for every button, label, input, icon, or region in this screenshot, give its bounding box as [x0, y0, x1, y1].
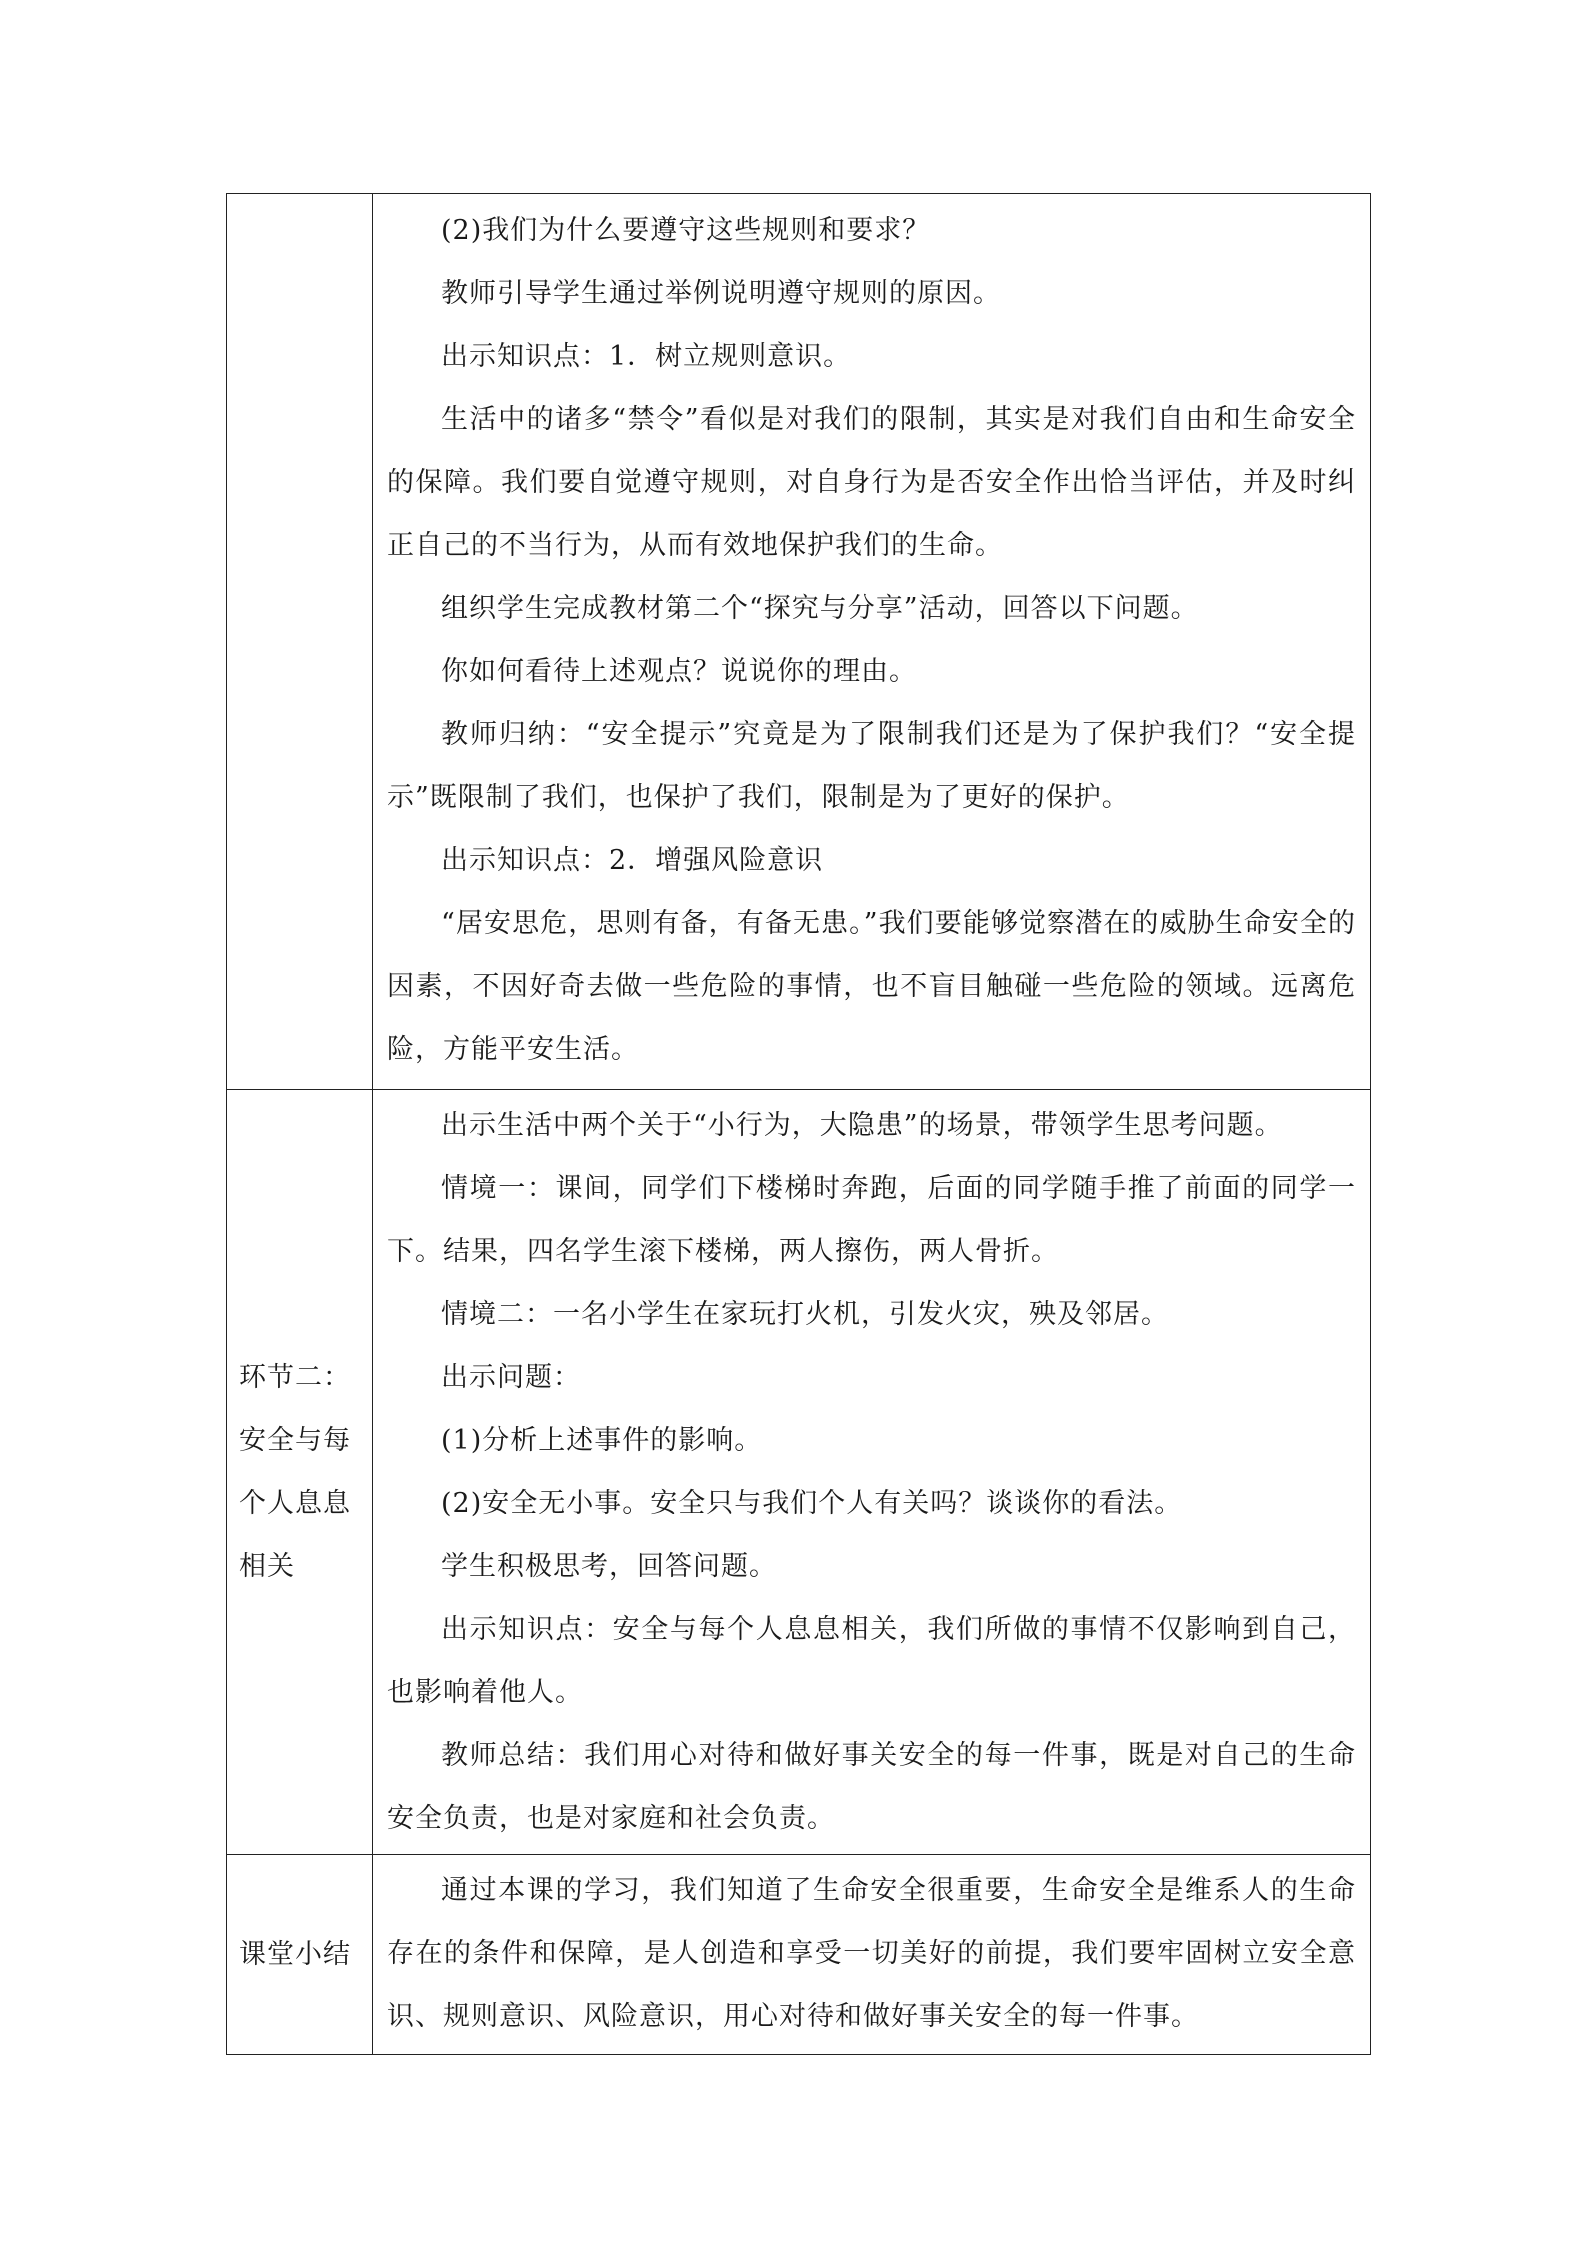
- paragraph: (1)分析上述事件的影响。: [441, 1425, 763, 1456]
- paragraph: 出示知识点：2．增强风险意识: [441, 845, 824, 876]
- paragraph: 出示知识点：1．树立规则意识。: [441, 341, 852, 372]
- row-content-cell: [373, 1090, 1371, 1855]
- paragraph: “居安思危，思则有备，有备无患。”我们要能够觉察潜在的威胁生命安全的因素，不因好奇去做一些危险的事情，也不盲目触碰一些危险的领域。远离危险，方能平安生活。: [387, 908, 1356, 1065]
- paragraph: 出示知识点：安全与每个人息息相关，我们所做的事情不仅影响到自己，也影响着他人。: [387, 1614, 1356, 1708]
- paragraph: (2)我们为什么要遵守这些规则和要求？: [441, 215, 931, 246]
- paragraph: (2)安全无小事。安全只与我们个人有关吗？谈谈你的看法。: [441, 1488, 1183, 1519]
- table-row: [227, 1855, 1371, 2055]
- paragraph: 教师引导学生通过举例说明遵守规则的原因。: [441, 278, 1001, 309]
- row-label: 环节二：安全与每个人息息相关: [239, 1362, 351, 1582]
- table-row: [227, 1090, 1371, 1855]
- paragraph: 你如何看待上述观点？说说你的理由。: [441, 656, 917, 687]
- row-label: 课堂小结: [239, 1939, 351, 1970]
- row-content-cell: [373, 194, 1371, 1090]
- row-content-cell: [373, 1855, 1371, 2055]
- paragraph: 出示问题：: [441, 1362, 581, 1393]
- paragraph: 组织学生完成教材第二个“探究与分享”活动，回答以下问题。: [441, 593, 1199, 624]
- paragraph: 情境二：一名小学生在家玩打火机，引发火灾，殃及邻居。: [441, 1299, 1169, 1330]
- table-row: [227, 194, 1371, 1090]
- paragraph: 通过本课的学习，我们知道了生命安全很重要，生命安全是维系人的生命存在的条件和保障，是人创造和享受一切美好的前提，我们要牢固树立安全意识、规则意识、风险意识，用心对待和做好事关安全的每一件事。: [387, 1875, 1356, 2032]
- paragraph: 教师总结：我们用心对待和做好事关安全的每一件事，既是对自己的生命安全负责，也是对家庭和社会负责。: [387, 1740, 1356, 1834]
- paragraph: 教师归纳：“安全提示”究竟是为了限制我们还是为了保护我们？“安全提示”既限制了我们，也保护了我们，限制是为了更好的保护。: [387, 719, 1356, 813]
- paragraph: 生活中的诸多“禁令”看似是对我们的限制，其实是对我们自由和生命安全的保障。我们要自觉遵守规则，对自身行为是否安全作出恰当评估，并及时纠正自己的不当行为，从而有效地保护我们的生命。: [387, 404, 1356, 561]
- row-label-cell: [227, 1090, 373, 1855]
- row-label-cell: [227, 194, 373, 1090]
- paragraph: 出示生活中两个关于“小行为，大隐患”的场景，带领学生思考问题。: [441, 1110, 1283, 1141]
- paragraph: 情境一：课间，同学们下楼梯时奔跑，后面的同学随手推了前面的同学一下。结果，四名学生滚下楼梯，两人擦伤，两人骨折。: [387, 1173, 1356, 1267]
- lesson-plan-table: [226, 193, 1371, 2055]
- row-label-cell: [227, 1855, 373, 2055]
- paragraph: 学生积极思考，回答问题。: [441, 1551, 777, 1582]
